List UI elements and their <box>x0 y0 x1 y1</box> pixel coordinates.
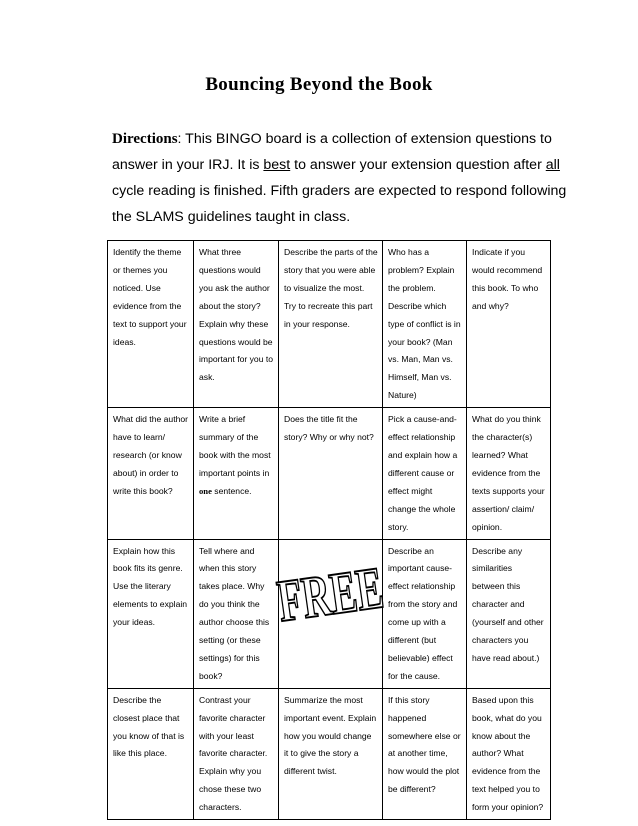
page-title: Bouncing Beyond the Book <box>205 74 433 95</box>
bingo-cell <box>383 688 467 819</box>
directions-paragraph <box>112 126 582 230</box>
bingo-cell-text: Identify the theme or themes you noticed. Use evidence from the text to support your ideas. <box>113 247 187 347</box>
bingo-cell <box>194 241 279 408</box>
directions-text-3: cycle reading is finished. Fifth graders are expected to respond following the SLAMS guidelines taught in class. <box>112 183 567 225</box>
bingo-cell-text: Describe the parts of the story that you were able to visualize the most. Try to recreate this part in your response. <box>284 247 378 329</box>
bingo-cell <box>467 408 551 539</box>
directions-text-1: This BINGO board is a collection of extension questions to answer in your IRJ. It is <box>112 131 552 173</box>
bingo-cell <box>383 408 467 539</box>
bingo-row <box>108 408 551 539</box>
bingo-cell-text: Based upon this book, what do you know about the author? What evidence from the text helped you to form your opinion? <box>472 694 544 813</box>
bingo-row <box>108 241 551 408</box>
directions-emphasis-all: all <box>545 157 560 173</box>
bingo-cell-text: Pick a cause-and-effect relationship and explain how a different cause or effect might change the whole story. <box>388 414 458 532</box>
bingo-cell-text: Describe the closest place that you know of that is like this place. <box>113 694 185 759</box>
bingo-cell <box>467 241 551 408</box>
bingo-cell <box>383 241 467 408</box>
directions-colon: : <box>177 131 182 147</box>
bingo-cell-text: What did the author have to learn/ research (or know about) in order to write this book? <box>113 414 189 496</box>
free-space-cell <box>273 539 388 688</box>
bingo-cell-text-part: Write a brief summary of the book with the most important points in <box>199 414 271 478</box>
bingo-cell-emphasis: one <box>199 485 212 496</box>
bingo-cell <box>194 539 279 688</box>
bingo-row <box>108 539 551 688</box>
free-space-graphic <box>273 552 388 644</box>
bingo-cell <box>108 408 194 539</box>
directions-label: Directions <box>112 131 178 147</box>
bingo-cell-text: Describe an important cause-effect relationship from the story and come up with a different (but believable) effect for the cause. <box>388 545 458 681</box>
bingo-cell <box>108 688 194 819</box>
bingo-cell-text <box>199 411 274 501</box>
bingo-cell-text: Describe any similarities between this character and (yourself and other characters you have read about.) <box>472 545 544 663</box>
bingo-board <box>107 240 551 820</box>
bingo-cell-text-part: sentence. <box>211 485 252 496</box>
bingo-cell-text: Explain how this book fits its genre. Use the literary elements to explain your ideas. <box>113 545 188 628</box>
bingo-cell-text: Tell where and when this story takes place. Why do you think the author choose this setting (or these settings) for this book? <box>199 545 270 681</box>
bingo-cell <box>108 539 194 688</box>
bingo-cell <box>194 688 279 819</box>
directions-emphasis-best: best <box>263 157 291 173</box>
free-space-lettering <box>273 554 387 634</box>
bingo-cell <box>279 688 383 819</box>
directions-text-2: to answer your extension question after <box>290 157 546 173</box>
bingo-cell <box>194 408 279 539</box>
bingo-cell <box>467 539 551 688</box>
bingo-cell-text: Who has a problem? Explain the problem. Describe which type of conflict is in your book? (Man vs. Man, Man vs. Himself, Man vs. Nature) <box>388 247 461 401</box>
bingo-cell-text: Summarize the most important event. Explain how you would change it to give the story a different twist. <box>284 694 377 777</box>
bingo-cell-text: What three questions would you ask the author about the story? Explain why these questions would be important for you to ask. <box>199 247 274 383</box>
bingo-cell-text: Contrast your favorite character with your least favorite character. Explain why you chose these two characters. <box>199 694 268 813</box>
bingo-cell-text: Does the title fit the story? Why or why not? <box>284 414 374 443</box>
bingo-cell <box>279 408 383 539</box>
bingo-cell-text: What do you think the character(s) learned? What evidence from the texts supports your assertion/ claim/ opinion. <box>472 414 545 532</box>
bingo-cell <box>108 241 194 408</box>
bingo-cell <box>279 241 383 408</box>
bingo-row <box>108 688 551 819</box>
bingo-cell-text: Indicate if you would recommend this book. To who and why? <box>472 247 543 311</box>
bingo-cell <box>383 539 467 688</box>
bingo-cell <box>467 688 551 819</box>
bingo-cell-text: If this story happened somewhere else or at another time, how would the plot be different? <box>388 694 461 795</box>
free-space-text: FREE <box>273 553 388 634</box>
